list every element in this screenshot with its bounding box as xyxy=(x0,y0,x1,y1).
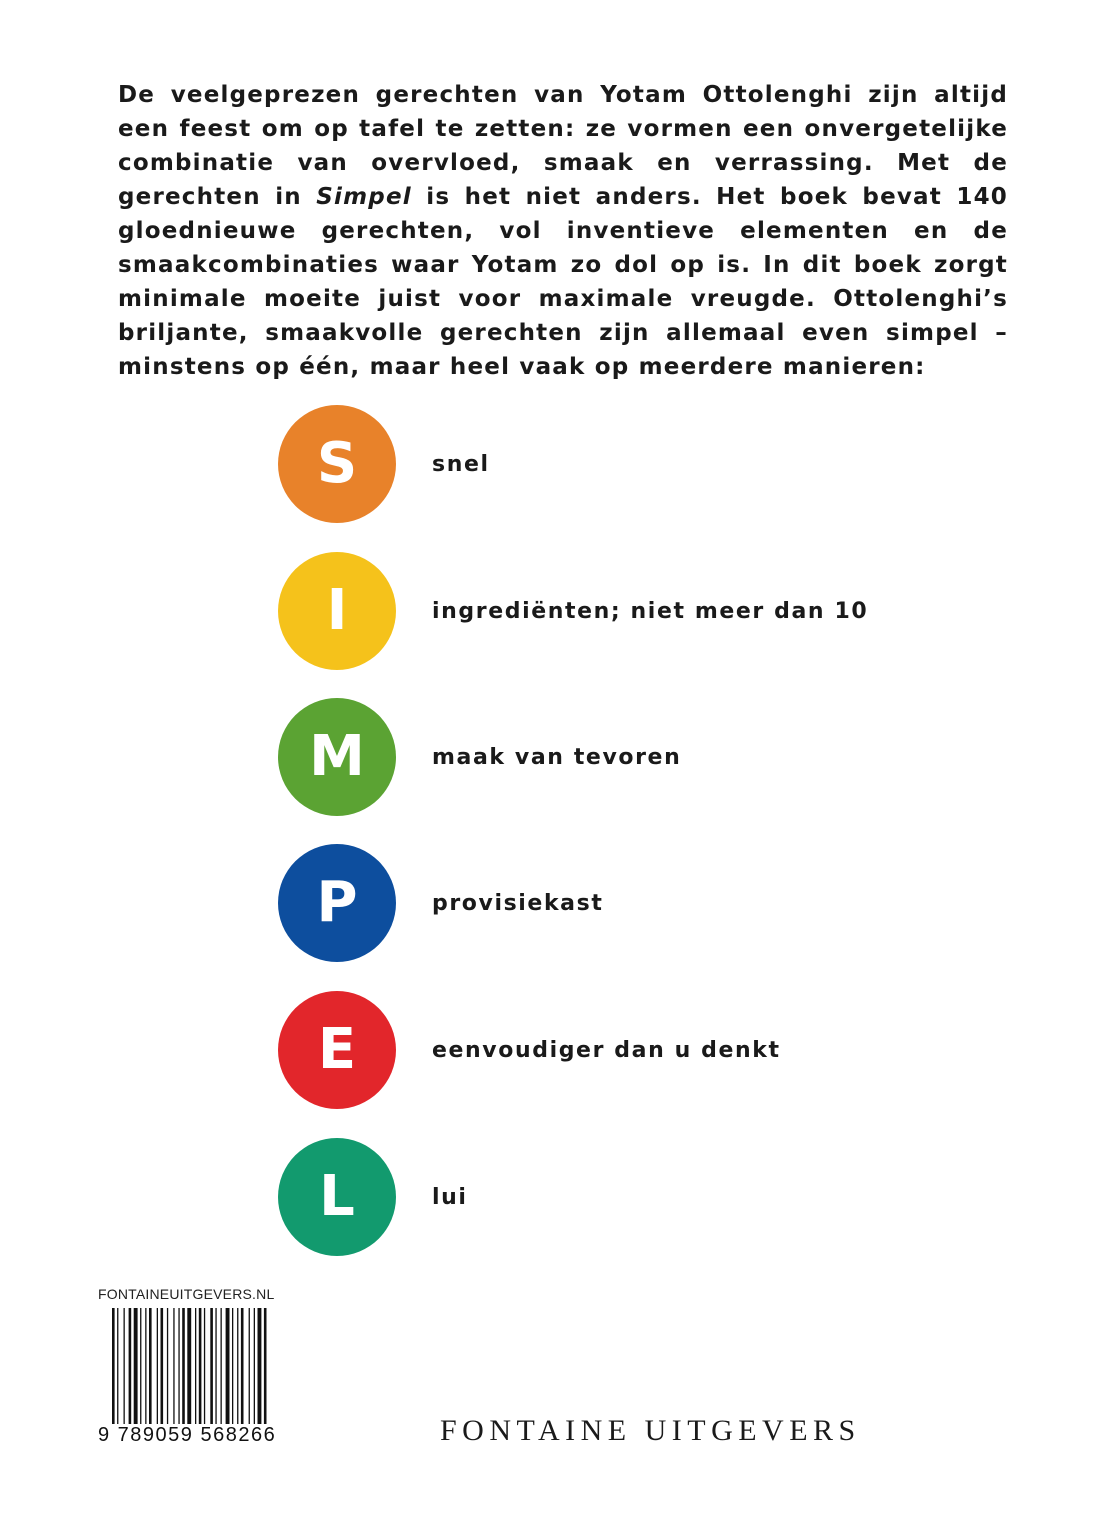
barcode-bar xyxy=(140,1308,141,1424)
barcode-bar xyxy=(182,1308,185,1424)
letter-circle-l xyxy=(278,1138,396,1256)
barcode-bar xyxy=(258,1308,262,1424)
barcode-bar xyxy=(117,1308,118,1424)
barcode-bar xyxy=(221,1308,222,1424)
barcode-bar xyxy=(124,1308,125,1424)
barcode-bar xyxy=(232,1308,233,1424)
simpel-label: snel xyxy=(432,451,490,477)
publisher-logo-text: FONTAINE UITGEVERS xyxy=(440,1414,861,1447)
barcode-bar xyxy=(195,1308,196,1424)
blurb-part-2: is het niet anders. Het boek bevat 140 gloednieuwe gerechten, vol inventieve elementen en de smaakcombinaties waar Yotam zo dol op is. In dit boek zorgt minimale moeite juist voor maximale vreugde. Ottolenghi’s briljante, smaakvolle gerechten zijn allemaal even simpel – minstens op één, maar heel vaak op meerdere manieren: xyxy=(118,184,1008,380)
barcode-bar xyxy=(210,1308,213,1424)
barcode-bar xyxy=(254,1308,255,1424)
letter-circle-s xyxy=(278,405,396,523)
barcode-bar xyxy=(178,1308,179,1424)
circle-letter: M xyxy=(309,724,365,789)
barcode-bar xyxy=(145,1308,146,1424)
circle-letter: I xyxy=(326,578,348,643)
blurb-part-1: De veelgeprezen gerechten van Yotam Ottolenghi zijn altijd een feest om op tafel te zetten: ze vormen een onvergetelijke combinatie van overvloed, smaak en verrassing. Met de gerechten in xyxy=(118,82,1008,210)
letter-circle-i xyxy=(278,552,396,670)
barcode-bar xyxy=(129,1308,132,1424)
blurb-text xyxy=(118,78,1008,384)
simpel-label: eenvoudiger dan u denkt xyxy=(432,1037,781,1063)
simpel-item-e xyxy=(278,991,978,1109)
simpel-label: maak van tevoren xyxy=(432,744,682,770)
letter-circle-p xyxy=(278,844,396,962)
simpel-label: ingrediënten; niet meer dan 10 xyxy=(432,598,869,624)
barcode-bar xyxy=(226,1308,230,1424)
barcode-icon xyxy=(112,1308,288,1424)
simpel-item-m xyxy=(278,698,978,816)
barcode-bar xyxy=(249,1308,250,1424)
simpel-item-i xyxy=(278,552,978,670)
circle-letter: E xyxy=(317,1017,357,1082)
barcode-bar xyxy=(264,1308,267,1424)
circle-letter: P xyxy=(316,870,358,935)
isbn-number: 9 789059 568266 xyxy=(98,1424,277,1446)
barcode-bar xyxy=(161,1308,164,1424)
simpel-item-s xyxy=(278,405,978,523)
circle-letter: S xyxy=(316,431,358,496)
barcode-bar xyxy=(157,1308,158,1424)
letter-circle-e xyxy=(278,991,396,1109)
circle-letter: L xyxy=(319,1164,355,1229)
barcode-bar xyxy=(112,1308,115,1424)
barcode-bar xyxy=(241,1308,244,1424)
barcode-bar xyxy=(187,1308,191,1424)
barcode-bar xyxy=(237,1308,238,1424)
barcode-bar xyxy=(215,1308,216,1424)
publisher-website: FONTAINEUITGEVERS.NL xyxy=(98,1286,275,1302)
barcode-bar xyxy=(134,1308,138,1424)
barcode-bar xyxy=(173,1308,174,1424)
simpel-label: lui xyxy=(432,1184,468,1210)
simpel-item-p xyxy=(278,844,978,962)
barcode-bar xyxy=(149,1308,152,1424)
simpel-item-l xyxy=(278,1138,978,1256)
simpel-label: provisiekast xyxy=(432,890,604,916)
barcode-bar xyxy=(167,1308,168,1424)
letter-circle-m xyxy=(278,698,396,816)
barcode-bar xyxy=(204,1308,205,1424)
barcode-bar xyxy=(199,1308,202,1424)
book-title-italic: Simpel xyxy=(316,184,412,210)
